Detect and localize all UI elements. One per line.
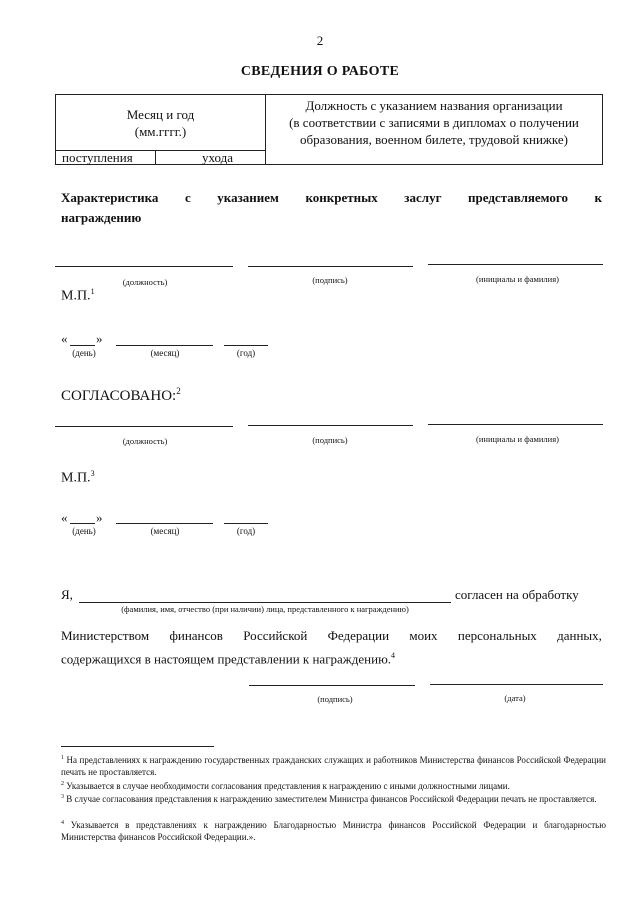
consent-paragraph-text: содержащихся в настоящем представлении к награждению. bbox=[61, 651, 392, 667]
characteristic-heading-word: конкретных bbox=[305, 190, 378, 205]
position-caption: (должность) bbox=[122, 436, 168, 446]
characteristic-heading-line2: награждению bbox=[61, 210, 142, 225]
characteristic-heading-line1 bbox=[61, 188, 602, 208]
position-line[interactable] bbox=[55, 426, 233, 427]
agreed-heading bbox=[61, 386, 181, 405]
month-line[interactable] bbox=[116, 523, 213, 524]
year-caption: (год) bbox=[236, 348, 256, 358]
consent-paragraph-word: моих bbox=[409, 628, 438, 643]
characteristic-heading-word: указанием bbox=[217, 190, 279, 205]
day-caption: (день) bbox=[72, 348, 96, 358]
signature-caption: (подпись) bbox=[317, 694, 353, 704]
name-caption: (инициалы и фамилия) bbox=[476, 274, 559, 284]
characteristic-heading bbox=[61, 188, 602, 228]
position-label: Должность с указанием названия организации bbox=[305, 98, 563, 113]
consent-paragraph-line2 bbox=[61, 646, 602, 669]
consent-suffix: согласен на обработку bbox=[455, 587, 579, 602]
year-line[interactable] bbox=[224, 345, 268, 346]
footnote-ref: 4 bbox=[391, 651, 396, 660]
footnote-number: 4 bbox=[61, 820, 64, 826]
name-line[interactable] bbox=[428, 424, 603, 425]
page-title: СВЕДЕНИЯ О РАБОТЕ bbox=[240, 64, 400, 79]
consent-paragraph-word: данных, bbox=[557, 628, 602, 643]
page-number: 2 bbox=[316, 33, 324, 48]
characteristic-heading-word: с bbox=[184, 190, 191, 205]
consent-paragraph-word: персональных bbox=[457, 628, 537, 643]
year-caption: (год) bbox=[236, 526, 256, 536]
day-caption: (день) bbox=[72, 526, 96, 536]
end-column-header: ухода bbox=[156, 151, 266, 165]
footnote-number: 2 bbox=[61, 781, 64, 787]
agreed-label: СОГЛАСОВАНО: bbox=[61, 388, 177, 404]
year-line[interactable] bbox=[224, 523, 268, 524]
consent-prefix: Я, bbox=[61, 587, 73, 602]
footnote-2 bbox=[61, 778, 606, 792]
day-line[interactable] bbox=[70, 523, 95, 524]
stamp-place bbox=[61, 287, 95, 305]
consent-paragraph-word: финансов bbox=[169, 628, 223, 643]
characteristic-heading-word: представляемого bbox=[468, 190, 568, 205]
work-history-table bbox=[55, 94, 603, 165]
quote-close: » bbox=[96, 510, 103, 525]
position-note-line1: (в соответствии с записями в дипломах о получении bbox=[289, 115, 579, 130]
characteristic-heading-word: Характеристика bbox=[61, 190, 159, 205]
month-year-label: Месяц и год bbox=[126, 106, 195, 122]
quote-open: « bbox=[61, 331, 68, 346]
footnote-ref: 2 bbox=[176, 386, 181, 396]
signature-line[interactable] bbox=[248, 425, 413, 426]
footnote-ref: 3 bbox=[90, 469, 95, 478]
footnote-text: На представлениях к награждению государственных гражданских служащих и работников Министерства финансов Российской Федерации печать не проставляется. bbox=[61, 755, 606, 777]
stamp-place bbox=[61, 469, 95, 487]
signature-line[interactable] bbox=[248, 266, 413, 267]
consent-paragraph bbox=[61, 626, 602, 669]
person-name-line[interactable] bbox=[79, 602, 451, 603]
start-column-header: поступления bbox=[56, 151, 156, 165]
month-line[interactable] bbox=[116, 345, 213, 346]
month-caption: (месяц) bbox=[150, 348, 180, 358]
footnote-text: Указывается в представлениях к награждению Благодарностью Министра финансов Российской Федерации и благодарностью Министерства финансов Российской Федерации.». bbox=[61, 820, 606, 842]
quote-open: « bbox=[61, 510, 68, 525]
consent-paragraph-word: Российской bbox=[243, 628, 308, 643]
person-caption: (фамилия, имя, отчество (при наличии) лица, представленного к награждению) bbox=[121, 604, 409, 614]
name-caption: (инициалы и фамилия) bbox=[476, 434, 559, 444]
position-header bbox=[266, 95, 603, 165]
stamp-label: М.П. bbox=[61, 288, 91, 304]
footnote-4 bbox=[61, 817, 606, 843]
consent-paragraph-word: Федерации bbox=[327, 628, 390, 643]
month-caption: (месяц) bbox=[150, 526, 180, 536]
signature-caption: (подпись) bbox=[312, 275, 348, 285]
month-year-header bbox=[56, 95, 266, 151]
date-line[interactable] bbox=[430, 684, 603, 685]
day-line[interactable] bbox=[70, 345, 95, 346]
consent-paragraph-word: Министерством bbox=[61, 628, 150, 643]
date-format-label: (мм.гггг.) bbox=[134, 123, 187, 139]
position-note-line2: образования, военном билете, трудовой книжке) bbox=[300, 132, 568, 147]
footnote-3 bbox=[61, 791, 606, 805]
footnote-number: 1 bbox=[61, 755, 64, 761]
footnote-ref: 1 bbox=[90, 287, 95, 296]
footnote-text: В случае согласования представления к награждению заместителем Министра финансов Российской Федерации печать не проставляется. bbox=[66, 794, 597, 804]
footnote-text: Указывается в случае необходимости согласования представления к награждению с иными должностными лицами. bbox=[66, 781, 510, 791]
footnote-1 bbox=[61, 752, 606, 778]
stamp-label: М.П. bbox=[61, 470, 91, 486]
name-line[interactable] bbox=[428, 264, 603, 265]
signature-line[interactable] bbox=[249, 685, 415, 686]
position-line[interactable] bbox=[55, 266, 233, 267]
consent-paragraph-line1 bbox=[61, 626, 602, 646]
characteristic-heading-word: заслуг bbox=[404, 190, 442, 205]
footnote-divider bbox=[61, 746, 214, 747]
quote-close: » bbox=[96, 331, 103, 346]
date-caption: (дата) bbox=[504, 693, 526, 703]
position-caption: (должность) bbox=[122, 277, 168, 287]
signature-caption: (подпись) bbox=[312, 435, 348, 445]
characteristic-heading-word: к bbox=[594, 190, 602, 205]
footnote-number: 3 bbox=[61, 794, 64, 800]
